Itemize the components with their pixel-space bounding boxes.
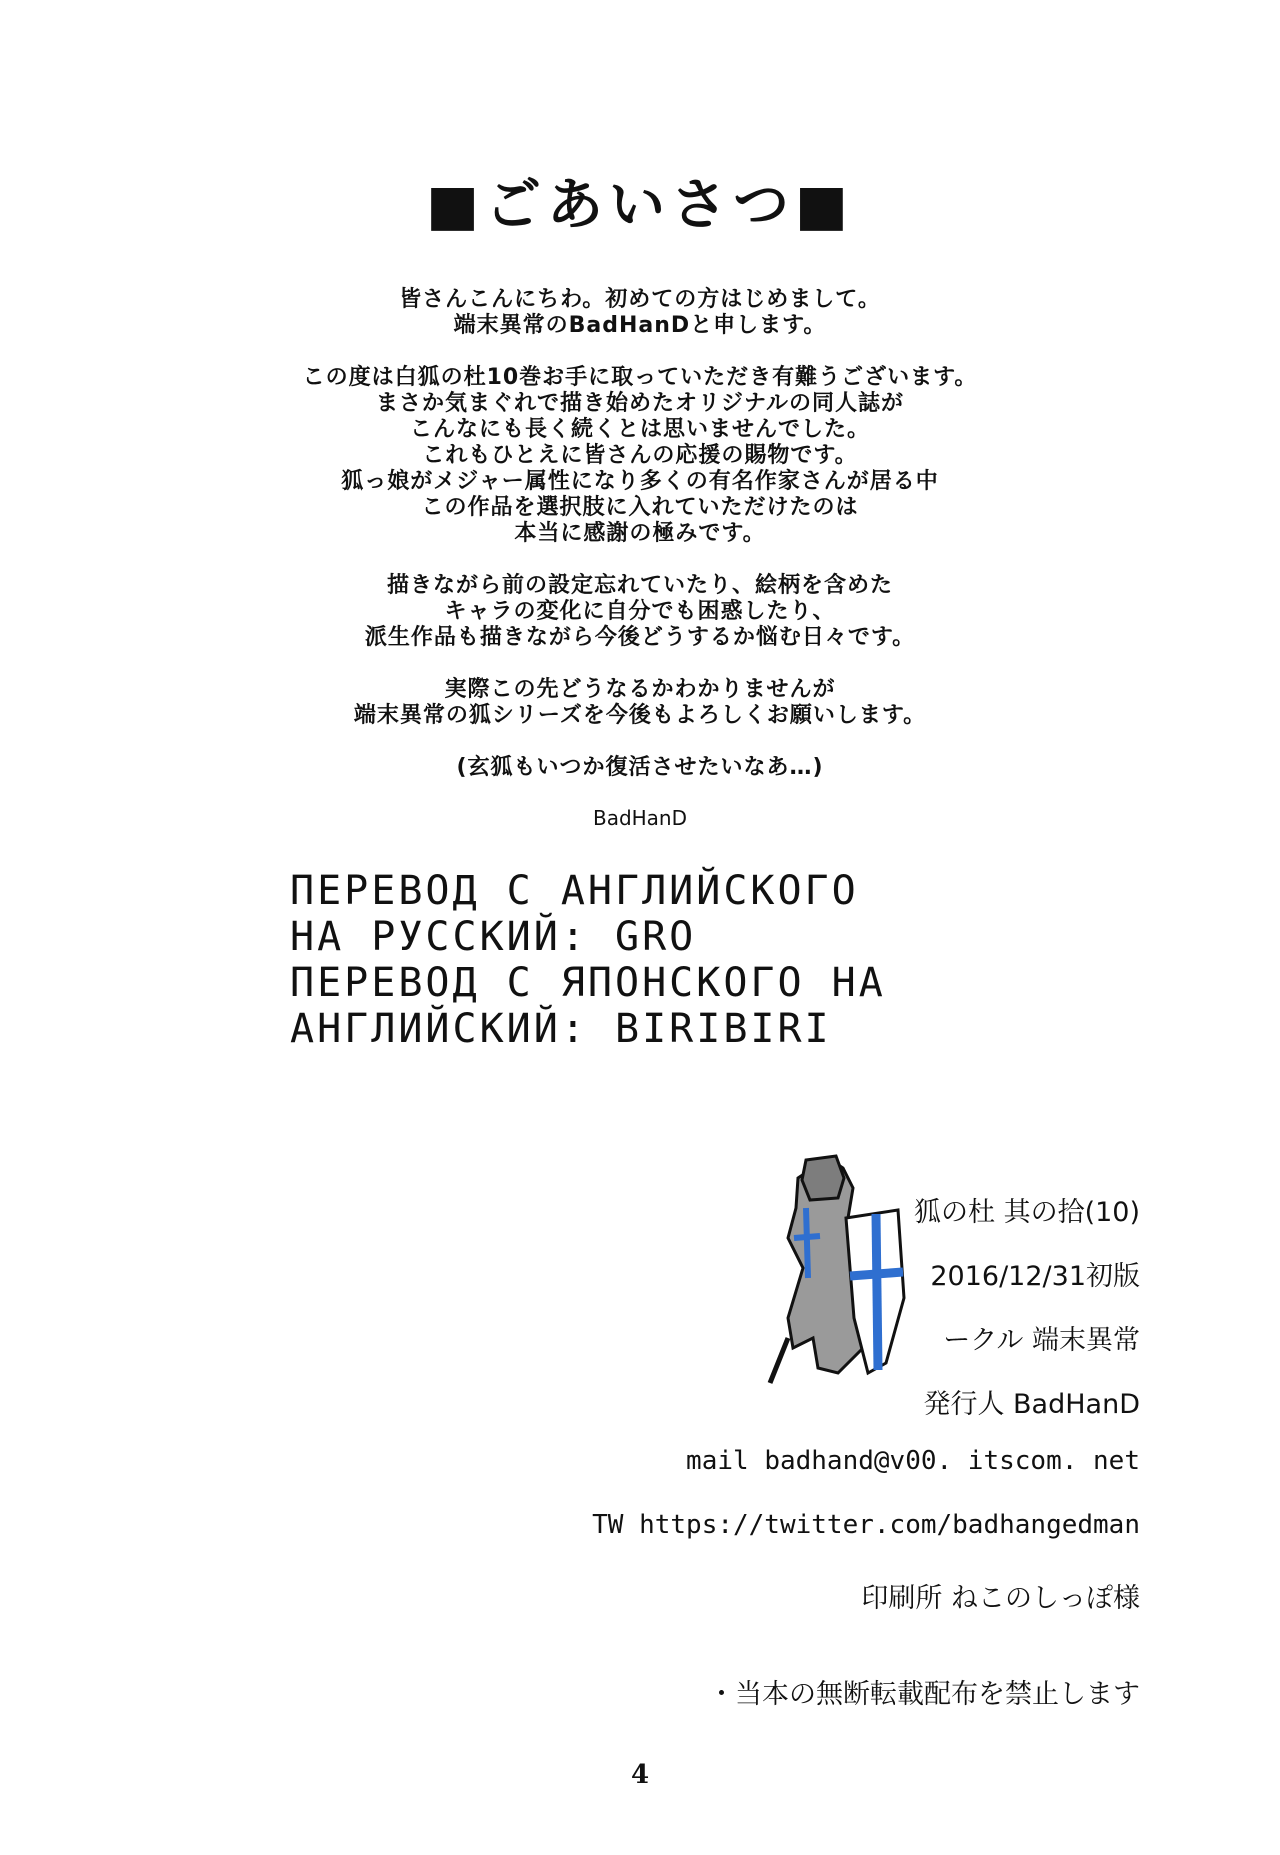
translation-line: ПЕРЕВОД С АНГЛИЙСКОГО: [290, 868, 859, 914]
page-number: 4: [630, 1760, 650, 1790]
greeting-paragraph-2: [160, 365, 1120, 547]
copyright-notice: ・当本の無断転載配布を禁止します: [708, 1679, 1140, 1710]
greeting-paragraph-4: [160, 677, 1120, 729]
greeting-paragraph-3: [160, 573, 1120, 651]
greeting-line: 端末異常の狐シリーズを今後もよろしくお願いします。: [353, 703, 927, 728]
greeting-line: 端末異常のBadHanDと申します。: [453, 313, 827, 338]
greeting-line: 描きながら前の設定忘れていたり、絵柄を含めた: [386, 573, 893, 598]
greeting-line: 皆さんこんにちわ。初めての方はじめまして。: [399, 287, 881, 312]
greeting-line: 派生作品も描きながら今後どうするか悩む日々です。: [364, 625, 916, 650]
author-signature: BadHanD: [592, 806, 688, 830]
contact-mail: mail badhand@v00. itscom. net: [686, 1446, 1140, 1476]
page-title: ■ごあいさつ■: [426, 173, 854, 238]
greeting-paragraph-1: [160, 287, 1120, 339]
translation-credits: [290, 868, 886, 1052]
translation-line: АНГЛИЙСКИЙ: BIRIBIRI: [290, 1006, 832, 1052]
greeting-line: これもひとえに皆さんの応援の賜物です。: [422, 443, 858, 468]
circle-name: ークル 端末異常: [943, 1325, 1140, 1356]
sword-blade-icon: [770, 1338, 788, 1383]
greeting-line: 狐っ娘がメジャー属性になり多くの有名作家さんが居る中: [341, 469, 939, 494]
greeting-line: この度は白狐の杜10巻お手に取っていただき有難うございます。: [302, 365, 978, 390]
greeting-line: まさか気まぐれで描き始めたオリジナルの同人誌が: [376, 391, 904, 416]
knight-logo-icon: [758, 1148, 908, 1393]
greeting-line: こんなにも長く続くとは思いませんでした。: [409, 417, 870, 442]
greeting-paragraph-5: [160, 755, 1120, 781]
book-title: 狐の杜 其の拾(10): [913, 1197, 1140, 1228]
translation-line: НА РУССКИЙ: GRO: [290, 914, 697, 960]
greeting-line: 本当に感謝の極みです。: [514, 521, 766, 546]
knight-helmet-icon: [802, 1156, 844, 1200]
translation-line: ПЕРЕВОД С ЯПОНСКОГО НА: [290, 960, 886, 1006]
greeting-text: [160, 287, 1120, 807]
greeting-line: この作品を選択肢に入れていただけたのは: [421, 495, 859, 520]
printer: 印刷所 ねこのしっぽ様: [861, 1583, 1140, 1614]
greeting-line: 実際この先どうなるかわかりませんが: [444, 677, 836, 702]
publish-date: 2016/12/31初版: [930, 1261, 1140, 1292]
greeting-line: キャラの変化に自分でも困惑したり、: [444, 599, 836, 624]
twitter-link: TW https://twitter.com/badhangedman: [592, 1510, 1140, 1540]
greeting-line: (玄狐もいつか復活させたいなあ…): [456, 755, 824, 780]
publisher: 発行人 BadHanD: [923, 1389, 1140, 1420]
